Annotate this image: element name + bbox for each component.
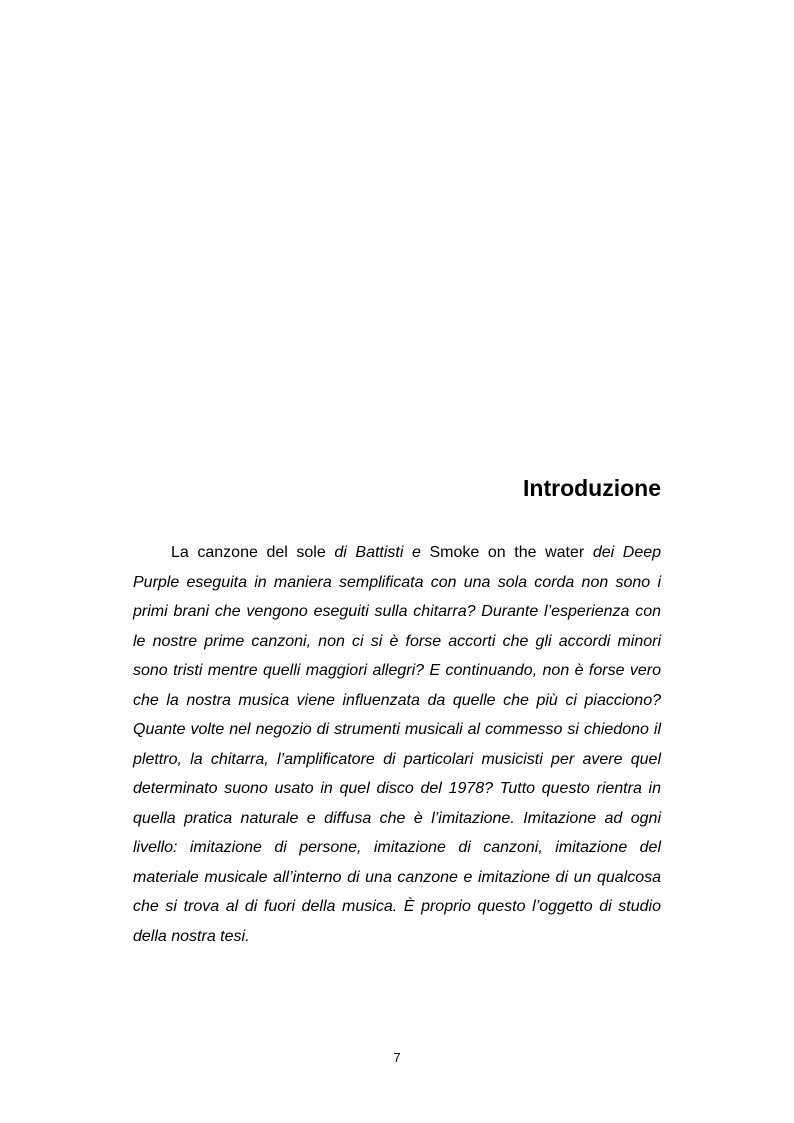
song-title-smoke-on-the-water: Smoke on the water <box>429 544 585 561</box>
paragraph-text-1: di Battisti e <box>325 544 430 561</box>
intro-paragraph <box>133 538 661 951</box>
song-title-la-canzone-del-sole: La canzone del sole <box>171 544 326 561</box>
paragraph-text-2: dei Deep Purple eseguita in maniera semplificata con una sola corda non sono i primi brani che vengono eseguiti sulla chitarra? Durante l’esperienza con le nostre prime canzoni, non ci si è forse accorti che gli accordi minori sono tristi mentre quelli maggiori allegri? E continuando, non è forse vero che la nostra musica viene influenzata da quelle che più ci piacciono? Quante volte nel negozio di strumenti musicali al commesso si chiedono il plettro, la chitarra, l’amplificatore di particolari musicisti per avere quel determinato suono usato in quel disco del 1978? Tutto questo rientra in quella pratica naturale e diffusa che è l’imitazione. Imitazione ad ogni livello: imitazione di persone, imitazione di canzoni, imitazione del materiale musicale all’interno di una canzone e imitazione di un qualcosa che si trova al di fuori della musica. È proprio questo l’oggetto di studio della nostra tesi. <box>133 544 662 945</box>
page-number: 7 <box>393 1050 401 1065</box>
chapter-title: Introduzione <box>523 475 661 501</box>
